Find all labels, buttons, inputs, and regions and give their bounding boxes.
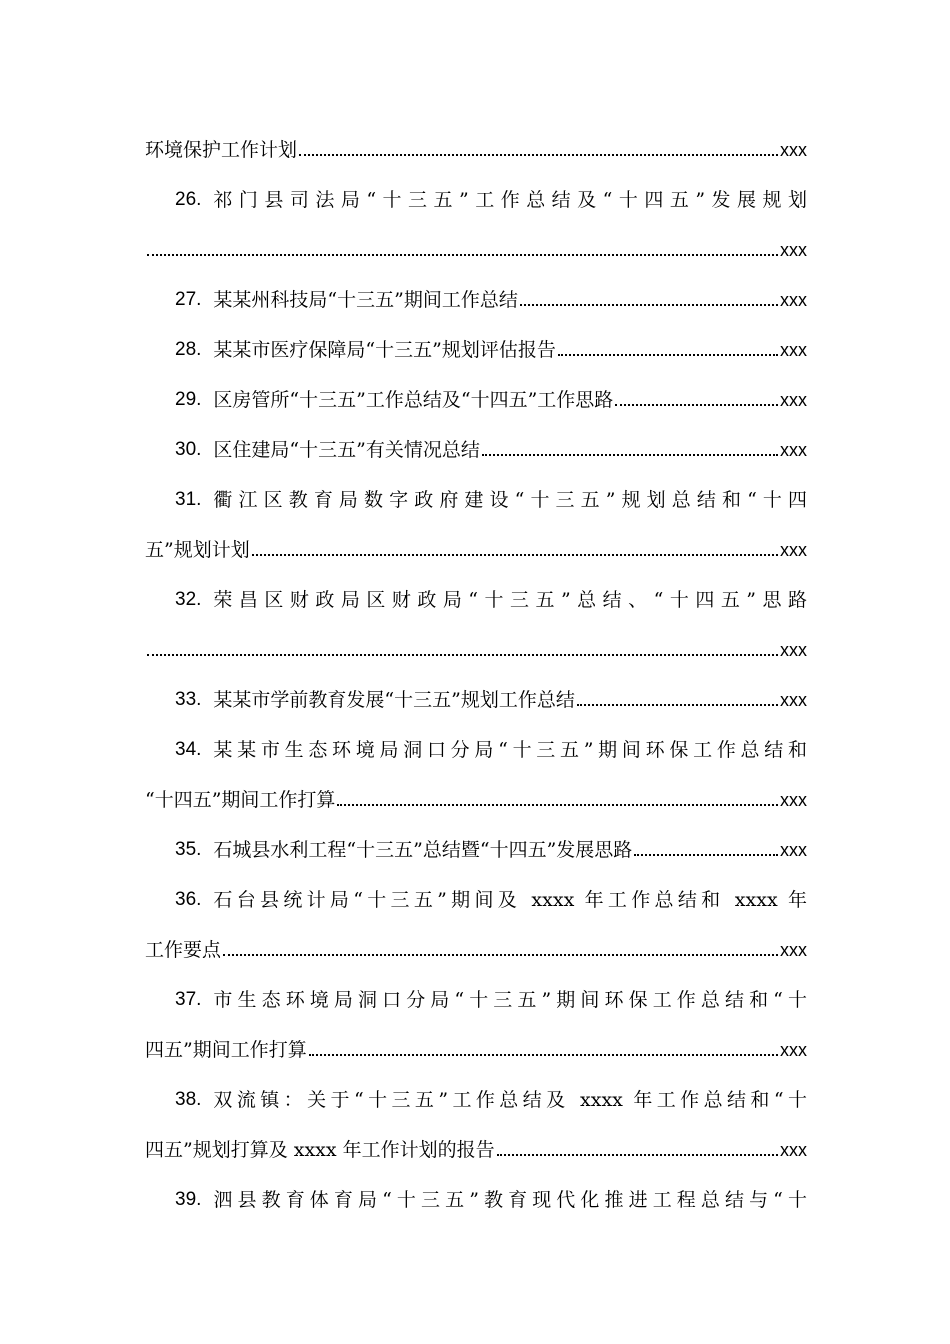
toc-page-number: xxx xyxy=(780,690,807,710)
toc-entry-number: 31. xyxy=(175,489,202,510)
dot-leader xyxy=(577,704,778,706)
toc-entry-title: 区房管所“十三五”工作总结及“十四五”工作思路 xyxy=(213,389,614,411)
toc-entry[interactable] xyxy=(145,882,807,912)
toc-entry-title: 某某市医疗保障局“十三五”规划评估报告 xyxy=(213,339,556,361)
toc-entry-number: 39. xyxy=(175,1189,202,1210)
toc-page-number: xxx xyxy=(780,840,807,860)
toc-entry[interactable] xyxy=(145,432,807,462)
toc-entry-number: 38. xyxy=(175,1089,202,1110)
toc-entry-title: 石台县统计局“十三五”期间及 xxxx 年工作总结和 xxxx 年 xyxy=(213,889,807,911)
dot-leader xyxy=(299,154,778,156)
toc-entry-number: 34. xyxy=(175,739,202,760)
toc-entry-title: 某某市学前教育发展“十三五”规划工作总结 xyxy=(213,689,575,711)
toc-page-number: xxx xyxy=(780,1140,807,1160)
toc-entry-title: “十四五”期间工作打算 xyxy=(145,789,336,811)
toc-entry-title: 市生态环境局洞口分局“十三五”期间环保工作总结和“十 xyxy=(213,989,807,1011)
toc-entry[interactable] xyxy=(145,482,807,512)
toc-entry-continuation[interactable] xyxy=(145,532,807,562)
toc-entry-title: 某某州科技局“十三五”期间工作总结 xyxy=(213,289,518,311)
toc-entry-number: 27. xyxy=(175,289,202,310)
toc-page-number: xxx xyxy=(780,140,807,160)
toc-entry-title: 石城县水利工程“十三五”总结暨“十四五”发展思路 xyxy=(213,839,633,861)
toc-page-number: xxx xyxy=(780,440,807,460)
dot-leader xyxy=(337,804,778,806)
toc-entry[interactable] xyxy=(145,382,807,412)
toc-page-number: xxx xyxy=(780,240,807,260)
dot-leader xyxy=(497,1154,778,1156)
toc-entry-number: 36. xyxy=(175,889,202,910)
toc-entry[interactable] xyxy=(145,732,807,762)
toc-entry-title: 双流镇：关于“十三五”工作总结及 xxxx 年工作总结和“十 xyxy=(213,1089,807,1111)
toc-entry[interactable] xyxy=(145,332,807,362)
toc-entry-number: 26. xyxy=(175,189,202,210)
toc-entry[interactable] xyxy=(145,682,807,712)
toc-entry-title: 工作要点 xyxy=(145,939,222,961)
toc-entry[interactable] xyxy=(145,282,807,312)
toc-entry-continuation[interactable] xyxy=(145,1032,807,1062)
dot-leader xyxy=(615,404,778,406)
toc-entry[interactable] xyxy=(145,1182,807,1212)
toc-page-number: xxx xyxy=(780,290,807,310)
toc-entry-title: 四五”规划打算及 xxxx 年工作计划的报告 xyxy=(145,1139,495,1161)
toc-entry-title: 泗县教育体育局“十三五”教育现代化推进工程总结与“十 xyxy=(213,1189,807,1211)
toc-entry[interactable] xyxy=(145,182,807,212)
toc-entry-number: 30. xyxy=(175,439,202,460)
toc-entry-continuation[interactable] xyxy=(145,1132,807,1162)
dot-leader xyxy=(634,854,778,856)
toc-entry-continuation[interactable] xyxy=(145,932,807,962)
toc-entry-number: 33. xyxy=(175,689,202,710)
toc-entry-title: 区住建局“十三五”有关情况总结 xyxy=(213,439,480,461)
toc-entry[interactable] xyxy=(145,132,807,162)
toc-page-number: xxx xyxy=(780,940,807,960)
toc-entry-title: 环境保护工作计划 xyxy=(145,139,298,161)
toc-page-number: xxx xyxy=(780,640,807,660)
toc-entry[interactable] xyxy=(145,582,807,612)
dot-leader xyxy=(252,554,778,556)
toc-entry-continuation[interactable] xyxy=(145,232,807,262)
toc-entry-title: 某某市生态环境局洞口分局“十三五”期间环保工作总结和 xyxy=(213,739,807,761)
toc-page-number: xxx xyxy=(780,390,807,410)
toc-entry-title: 五”规划计划 xyxy=(145,539,250,561)
toc-entry-continuation[interactable] xyxy=(145,632,807,662)
toc-entry-title: 衢江区教育局数字政府建设“十三五”规划总结和“十四 xyxy=(213,489,807,511)
dot-leader xyxy=(482,454,778,456)
toc-entry-continuation[interactable] xyxy=(145,782,807,812)
toc-page-number: xxx xyxy=(780,540,807,560)
toc-page-number: xxx xyxy=(780,790,807,810)
dot-leader xyxy=(558,354,778,356)
toc-entry-number: 32. xyxy=(175,589,202,610)
toc-entry[interactable] xyxy=(145,982,807,1012)
toc-entry[interactable] xyxy=(145,1082,807,1112)
toc-entry-number: 29. xyxy=(175,389,202,410)
toc-page-number: xxx xyxy=(780,1040,807,1060)
toc-entry-number: 35. xyxy=(175,839,202,860)
toc-entry[interactable] xyxy=(145,832,807,862)
dot-leader xyxy=(147,254,778,256)
toc-entry-number: 28. xyxy=(175,339,202,360)
dot-leader xyxy=(520,304,778,306)
toc-entry-number: 37. xyxy=(175,989,202,1010)
dot-leader xyxy=(147,654,778,656)
toc-entry-title: 荣昌区财政局区财政局“十三五”总结、“十四五”思路 xyxy=(213,589,807,611)
dot-leader xyxy=(309,1054,778,1056)
toc-entry-title: 祁门县司法局“十三五”工作总结及“十四五”发展规划 xyxy=(213,189,807,211)
toc-entry-title: 四五”期间工作打算 xyxy=(145,1039,307,1061)
dot-leader xyxy=(223,954,778,956)
toc-page-number: xxx xyxy=(780,340,807,360)
